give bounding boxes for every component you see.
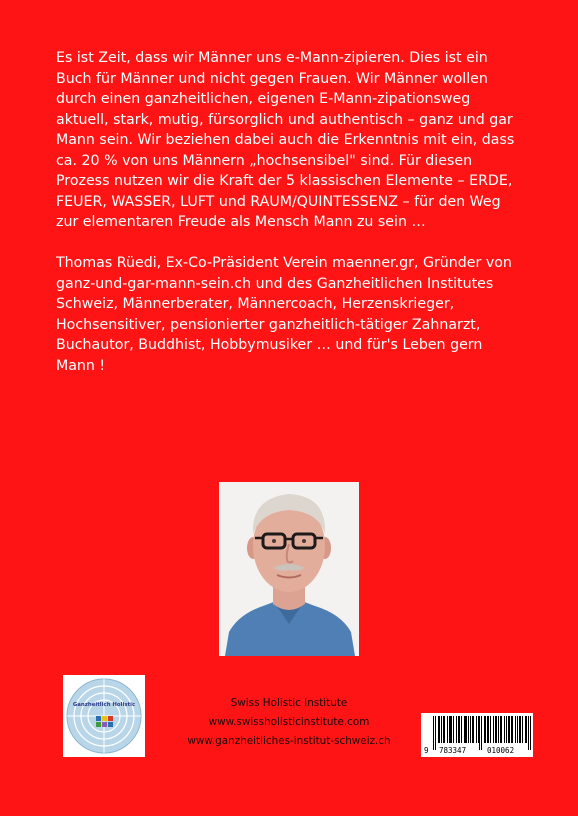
barcode-bar (511, 716, 512, 743)
barcode-bar (473, 716, 474, 743)
publisher-url-1[interactable]: www.swissholisticinstitute.com (208, 716, 370, 728)
barcode-bar (504, 716, 505, 743)
bio-line: ganz-und-gar-mann-sein.ch und des Ganzheitlichen Institutes (56, 275, 494, 292)
barcode-bar (519, 716, 520, 743)
barcode-bar (498, 716, 499, 743)
blurb-line: Prozess nutzen wir die Kraft der 5 klassischen Elemente – ERDE, (56, 173, 513, 189)
barcode-bars-icon (421, 716, 533, 750)
barcode-bar (484, 716, 485, 743)
barcode-bar (530, 716, 531, 750)
barcode-bar (439, 716, 440, 743)
author-portrait (219, 482, 359, 656)
barcode-bar (458, 716, 459, 743)
barcode-bar (450, 716, 451, 743)
barcode-bar (468, 716, 469, 743)
bio-line: Thomas Rüedi, Ex-Co-Präsident Verein maenner.gr, Gründer von (56, 255, 512, 271)
barcode-group-1: 783347 (439, 746, 467, 755)
barcode-bar (501, 716, 502, 743)
bio-line: Mann ! (56, 357, 106, 374)
barcode-bar (522, 716, 523, 743)
barcode-bar (466, 716, 467, 743)
barcode-bar (500, 716, 501, 743)
barcode-bar (508, 716, 509, 743)
barcode-bar (438, 716, 439, 743)
blurb-line: aktuell, stark, mutig, fürsorglich und authentisch – ganz und gar (56, 111, 513, 128)
bio-line: Buchautor, Buddhist, Hobbymusiker … und für's Leben gern (56, 337, 483, 353)
barcode-bar (472, 716, 473, 743)
barcode-bar (461, 716, 462, 743)
barcode-bar (506, 716, 507, 743)
barcode-bar (447, 716, 448, 743)
barcode-bar (493, 716, 494, 743)
barcode-bar (441, 716, 442, 743)
barcode-bar (496, 716, 497, 743)
blurb-line: durch einen ganzheitlichen, eigenen E-Mann-zipationsweg (56, 91, 471, 107)
blurb-line: Mann sein. Wir beziehen dabei auch die Erkenntnis mit ein, dass (56, 132, 515, 148)
barcode-first-digit: 9 (424, 746, 429, 755)
barcode-bar (459, 716, 460, 743)
barcode-bar (488, 716, 489, 743)
bio-line: Schweiz, Männerberater, Männercoach, Herzenskrieger, (56, 296, 455, 312)
barcode-bar (465, 716, 466, 743)
blurb-line: Es ist Zeit, dass wir Männer uns e-Mann-zipieren. Dies ist ein (56, 50, 488, 66)
barcode-bar (495, 716, 496, 743)
barcode-bar (478, 716, 479, 743)
publisher-name: Swiss Holistic Institute (230, 697, 348, 709)
author-portrait-illustration (219, 482, 359, 656)
barcode-bar (485, 716, 486, 743)
blurb-line: zur elementaren Freude als Mensch Mann zu sein … (56, 214, 426, 230)
barcode-bar (528, 716, 529, 750)
barcode-bar (470, 716, 471, 743)
barcode-bar (479, 716, 480, 750)
barcode-bar (481, 716, 482, 750)
barcode-bar (456, 716, 457, 743)
barcode-bar (435, 716, 436, 750)
barcode-bar (490, 716, 491, 743)
barcode-bar (487, 716, 488, 743)
back-cover-blurb (56, 48, 532, 233)
barcode-bar (443, 716, 444, 743)
barcode-bar (444, 716, 445, 743)
barcode-bar (515, 716, 516, 743)
barcode-digits (421, 746, 533, 755)
barcode-bar (476, 716, 477, 743)
holistic-logo-icon (63, 675, 145, 757)
barcode-bar (512, 716, 513, 743)
publisher-info (160, 694, 418, 751)
barcode-group-2: 010062 (487, 746, 515, 755)
barcode-bar (517, 716, 518, 743)
blurb-line: FEUER, WASSER, LUFT und RAUM/QUINTESSENZ – für den Weg (56, 193, 501, 210)
barcode-bar (520, 716, 521, 743)
bio-line: Hochsensitiver, pensionierter ganzheitlich-tätiger Zahnarzt, (56, 316, 481, 333)
barcode-bar (451, 716, 452, 743)
blurb-line: ca. 20 % von uns Männern „hochsensibel" sind. Für diesen (56, 152, 473, 169)
barcode-bar (525, 716, 526, 743)
publisher-url-2[interactable]: www.ganzheitliches-institut-schweiz.ch (187, 735, 391, 747)
barcode-bar (509, 716, 510, 743)
blurb-line: Buch für Männer und nicht gegen Frauen. Wir Männer wollen (56, 70, 488, 87)
barcode-bar (464, 716, 465, 743)
author-bio (56, 253, 532, 376)
barcode-bar (449, 716, 450, 743)
barcode-bar (453, 716, 454, 743)
barcode-bar (433, 716, 434, 750)
isbn-barcode (421, 713, 533, 757)
institute-logo (63, 675, 145, 757)
logo-caption: Ganzheitlich Holistic (72, 702, 136, 708)
barcode-bar (526, 716, 527, 743)
